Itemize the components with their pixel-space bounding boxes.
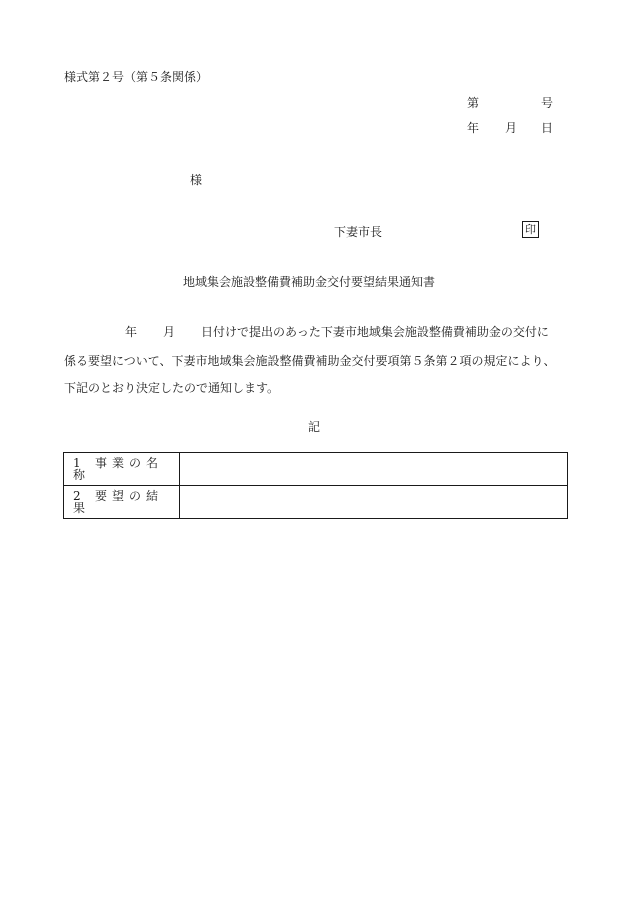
project-name-value-cell[interactable] [180, 453, 568, 486]
row-label: 事業の名称 [73, 456, 164, 482]
date-year-label: 年 [467, 121, 480, 135]
request-result-value-cell[interactable] [180, 486, 568, 519]
row-label-cell [64, 453, 180, 486]
row-number: 1 [73, 456, 81, 470]
body-year-label: 年 [125, 325, 138, 339]
items-table [63, 452, 568, 519]
document-number-suffix: 号 [541, 96, 554, 110]
sender-title: 下妻市長 [334, 225, 383, 239]
row-label: 要望の結果 [73, 489, 164, 515]
date-month-label: 月 [505, 121, 518, 135]
addressee-honorific: 様 [190, 173, 203, 187]
document-title: 地域集会施設整備費補助金交付要望結果通知書 [183, 275, 436, 289]
row-label-cell [64, 486, 180, 519]
row-number: 2 [73, 489, 81, 503]
document-number-label: 第 [467, 96, 480, 110]
body-line-1 [64, 326, 584, 340]
form-number: 様式第２号（第５条関係） [64, 70, 209, 84]
ki-heading: 記 [308, 420, 321, 434]
body-line-1-text: 日付けで提出のあった下妻市地域集会施設整備費補助金の交付に [201, 325, 549, 339]
table-row [64, 453, 568, 486]
table-row [64, 486, 568, 519]
body-line-3: 下記のとおり決定したので通知します。 [64, 381, 280, 395]
body-month-label: 月 [163, 325, 176, 339]
body-line-2: 係る要望について、下妻市地域集会施設整備費補助金交付要項第５条第２項の規定により、 [64, 354, 556, 368]
date-day-label: 日 [541, 121, 554, 135]
seal-icon: 印 [522, 221, 539, 238]
